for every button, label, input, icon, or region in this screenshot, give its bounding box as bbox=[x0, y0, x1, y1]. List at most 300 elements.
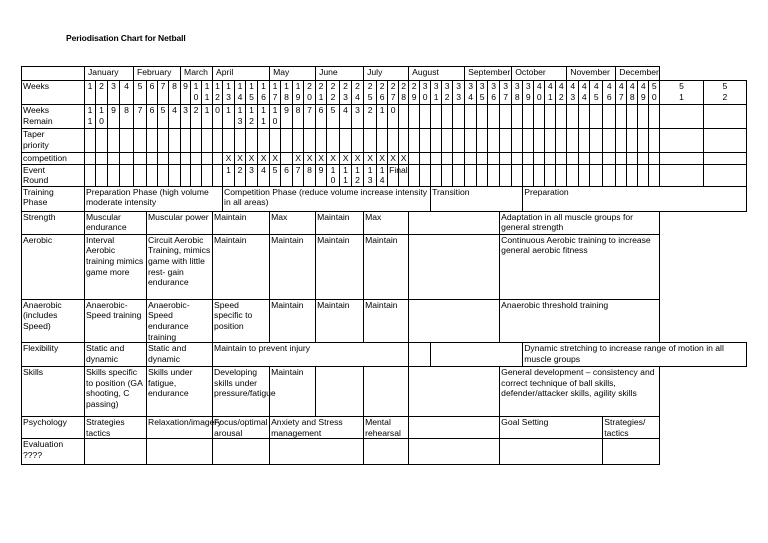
taper-cell bbox=[364, 129, 377, 153]
event-round-cell bbox=[512, 164, 523, 186]
weeks-remain-cell bbox=[453, 105, 465, 129]
weeks-remain-cell: 1 1 bbox=[85, 105, 96, 129]
competition-mark-cell bbox=[213, 153, 223, 165]
taper-cell bbox=[534, 129, 545, 153]
taper-cell bbox=[213, 129, 223, 153]
strength-f: Max bbox=[364, 211, 409, 234]
week-number-cell: 3 4 bbox=[465, 81, 477, 105]
weeks-remain-cell: 3 bbox=[181, 105, 191, 129]
taper-cell bbox=[556, 129, 567, 153]
competition-mark-cell bbox=[616, 153, 627, 165]
competition-mark-cell bbox=[202, 153, 213, 165]
anaerobic-f: Maintain bbox=[364, 299, 409, 342]
aerobic-d: Maintain bbox=[270, 234, 316, 299]
psychology-d: Anxiety and Stress management bbox=[270, 417, 364, 439]
taper-cell bbox=[388, 129, 399, 153]
month-header-september: September bbox=[465, 67, 512, 81]
flexibility-blank bbox=[431, 343, 523, 367]
taper-cell bbox=[120, 129, 134, 153]
table-row bbox=[22, 81, 747, 105]
skills-b: Skills under fatigue, endurance bbox=[147, 367, 213, 417]
competition-mark-cell bbox=[579, 153, 590, 165]
competition-mark-cell bbox=[512, 153, 523, 165]
event-round-cell bbox=[147, 164, 158, 186]
event-round-cell: Final bbox=[388, 164, 399, 186]
taper-cell bbox=[465, 129, 477, 153]
competition-mark-cell bbox=[158, 153, 169, 165]
event-round-cell bbox=[85, 164, 96, 186]
event-round-cell bbox=[158, 164, 169, 186]
event-round-cell: 4 bbox=[258, 164, 270, 186]
week-number-cell: 3 9 bbox=[523, 81, 534, 105]
table-row bbox=[22, 439, 747, 465]
week-number-cell: 2 bbox=[96, 81, 108, 105]
event-round-cell bbox=[638, 164, 649, 186]
weeks-remain-cell: 1 bbox=[377, 105, 388, 129]
table-row bbox=[22, 153, 747, 165]
event-round-cell bbox=[545, 164, 556, 186]
weeks-remain-cell: 8 bbox=[293, 105, 304, 129]
taper-cell bbox=[627, 129, 638, 153]
week-number-cell: 4 3 bbox=[567, 81, 579, 105]
table-row bbox=[22, 299, 747, 342]
competition-mark-cell bbox=[420, 153, 431, 165]
event-round-cell bbox=[96, 164, 108, 186]
competition-mark-cell: X bbox=[235, 153, 246, 165]
event-round-cell: 7 bbox=[293, 164, 304, 186]
taper-cell bbox=[703, 129, 746, 153]
weeks-remain-cell: 8 bbox=[120, 105, 134, 129]
week-number-cell: 2 8 bbox=[399, 81, 409, 105]
week-number-cell: 2 5 bbox=[364, 81, 377, 105]
weeks-remain-cell bbox=[627, 105, 638, 129]
phase-transition: Transition bbox=[431, 186, 523, 211]
taper-cell bbox=[108, 129, 120, 153]
table-row bbox=[22, 105, 747, 129]
taper-cell bbox=[409, 129, 420, 153]
event-round-cell bbox=[191, 164, 202, 186]
taper-cell bbox=[281, 129, 293, 153]
weeks-remain-cell: 5 bbox=[158, 105, 169, 129]
week-number-cell: 3 2 bbox=[442, 81, 453, 105]
weeks-remain-cell bbox=[500, 105, 512, 129]
competition-mark-cell bbox=[281, 153, 293, 165]
taper-cell bbox=[420, 129, 431, 153]
weeks-remain-cell bbox=[512, 105, 523, 129]
anaerobic-e: Maintain bbox=[316, 299, 364, 342]
event-round-cell: 1 1 bbox=[340, 164, 352, 186]
weeks-remain-cell: 7 bbox=[134, 105, 147, 129]
week-number-cell: 3 7 bbox=[500, 81, 512, 105]
weeks-remain-cell: 3 bbox=[352, 105, 364, 129]
week-number-cell: 2 0 bbox=[304, 81, 316, 105]
strength-c: Maintain bbox=[213, 211, 270, 234]
month-header-june: June bbox=[316, 67, 364, 81]
weeks-remain-cell bbox=[534, 105, 545, 129]
event-round-cell bbox=[703, 164, 746, 186]
week-number-cell: 1 2 bbox=[213, 81, 223, 105]
competition-mark-cell bbox=[134, 153, 147, 165]
row-label-event-round: Event Round bbox=[22, 164, 85, 186]
weeks-remain-cell bbox=[616, 105, 627, 129]
weeks-remain-cell bbox=[523, 105, 534, 129]
week-number-cell: 2 9 bbox=[409, 81, 420, 105]
competition-mark-cell bbox=[627, 153, 638, 165]
taper-cell bbox=[579, 129, 590, 153]
weeks-remain-cell: 0 bbox=[213, 105, 223, 129]
taper-cell bbox=[442, 129, 453, 153]
week-number-cell: 4 8 bbox=[627, 81, 638, 105]
table-row bbox=[22, 186, 747, 211]
taper-cell bbox=[235, 129, 246, 153]
taper-cell bbox=[223, 129, 235, 153]
week-number-cell: 3 0 bbox=[420, 81, 431, 105]
week-number-cell: 2 7 bbox=[388, 81, 399, 105]
psychology-e: Mental rehearsal bbox=[364, 417, 409, 439]
evaluation-blank bbox=[213, 439, 270, 465]
week-number-cell: 1 7 bbox=[270, 81, 281, 105]
week-number-cell: 2 3 bbox=[340, 81, 352, 105]
flexibility-a: Static and dynamic bbox=[85, 343, 147, 367]
taper-cell bbox=[340, 129, 352, 153]
aerobic-b: Circuit Aerobic Training, mimics game with little rest- gain endurance bbox=[147, 234, 213, 299]
month-header-july: July bbox=[364, 67, 409, 81]
weeks-remain-cell bbox=[603, 105, 616, 129]
taper-cell bbox=[134, 129, 147, 153]
weeks-remain-cell: 4 bbox=[169, 105, 181, 129]
month-header-january: January bbox=[85, 67, 134, 81]
event-round-cell bbox=[213, 164, 223, 186]
event-round-cell bbox=[500, 164, 512, 186]
row-label-weeks-remain: Weeks Remain bbox=[22, 105, 85, 129]
competition-mark-cell bbox=[120, 153, 134, 165]
taper-cell bbox=[304, 129, 316, 153]
event-round-cell bbox=[660, 164, 703, 186]
weeks-remain-cell: 1 3 bbox=[235, 105, 246, 129]
week-number-cell: 5 2 bbox=[703, 81, 746, 105]
phase-prep1: Preparation Phase (high volume moderate intensity bbox=[85, 186, 223, 211]
competition-mark-cell: X bbox=[340, 153, 352, 165]
week-number-cell: 4 6 bbox=[603, 81, 616, 105]
taper-cell bbox=[453, 129, 465, 153]
weeks-remain-cell: 1 1 bbox=[258, 105, 270, 129]
weeks-remain-cell: 0 bbox=[388, 105, 399, 129]
skills-blank bbox=[409, 367, 500, 417]
psychology-c: Focus/optimal arousal bbox=[213, 417, 270, 439]
weeks-remain-cell: 1 bbox=[223, 105, 235, 129]
event-round-cell bbox=[534, 164, 545, 186]
competition-mark-cell: X bbox=[316, 153, 327, 165]
weeks-remain-cell bbox=[556, 105, 567, 129]
weeks-remain-cell: 1 0 bbox=[270, 105, 281, 129]
anaerobic-g: Anaerobic threshold training bbox=[500, 299, 660, 342]
event-round-cell bbox=[409, 164, 420, 186]
competition-mark-cell: X bbox=[270, 153, 281, 165]
week-number-cell: 4 7 bbox=[616, 81, 627, 105]
week-number-cell: 5 0 bbox=[649, 81, 660, 105]
competition-mark-cell: X bbox=[399, 153, 409, 165]
taper-cell bbox=[85, 129, 96, 153]
taper-cell bbox=[545, 129, 556, 153]
event-round-cell: 6 bbox=[281, 164, 293, 186]
competition-mark-cell: X bbox=[352, 153, 364, 165]
weeks-remain-cell: 2 bbox=[191, 105, 202, 129]
event-round-cell bbox=[431, 164, 442, 186]
competition-mark-cell bbox=[465, 153, 477, 165]
weeks-remain-cell bbox=[703, 105, 746, 129]
strength-a: Muscular endurance bbox=[85, 211, 147, 234]
event-round-cell: 1 3 bbox=[364, 164, 377, 186]
skills-a: Skills specific to position (GA shooting, C passing) bbox=[85, 367, 147, 417]
week-number-cell: 1 bbox=[85, 81, 96, 105]
week-number-cell: 1 0 bbox=[191, 81, 202, 105]
phase-prep2: Preparation bbox=[523, 186, 747, 211]
weeks-remain-cell bbox=[590, 105, 603, 129]
event-round-cell: 3 bbox=[246, 164, 258, 186]
event-round-cell: 1 bbox=[223, 164, 235, 186]
taper-cell bbox=[352, 129, 364, 153]
weeks-remain-cell bbox=[477, 105, 488, 129]
competition-mark-cell bbox=[567, 153, 579, 165]
week-number-cell: 4 0 bbox=[534, 81, 545, 105]
flexibility-g: Dynamic stretching to increase range of motion in all muscle groups bbox=[523, 343, 747, 367]
aerobic-blank bbox=[409, 234, 500, 299]
competition-mark-cell: X bbox=[388, 153, 399, 165]
competition-mark-cell bbox=[453, 153, 465, 165]
month-header-august: August bbox=[409, 67, 465, 81]
taper-cell bbox=[603, 129, 616, 153]
taper-cell bbox=[316, 129, 327, 153]
weeks-remain-cell bbox=[420, 105, 431, 129]
weeks-remain-cell: 1 0 bbox=[96, 105, 108, 129]
competition-mark-cell bbox=[703, 153, 746, 165]
evaluation-blank bbox=[603, 439, 660, 465]
week-number-cell: 7 bbox=[158, 81, 169, 105]
strength-e: Maintain bbox=[316, 211, 364, 234]
weeks-remain-cell bbox=[649, 105, 660, 129]
taper-cell bbox=[258, 129, 270, 153]
event-round-cell bbox=[134, 164, 147, 186]
competition-mark-cell: X bbox=[304, 153, 316, 165]
taper-cell bbox=[567, 129, 579, 153]
skills-blank bbox=[316, 367, 364, 417]
competition-mark-cell bbox=[603, 153, 616, 165]
row-label-weeks: Weeks bbox=[22, 81, 85, 105]
psychology-b: Relaxation/imagery bbox=[147, 417, 213, 439]
competition-mark-cell bbox=[590, 153, 603, 165]
competition-mark-cell bbox=[108, 153, 120, 165]
competition-mark-cell bbox=[169, 153, 181, 165]
strength-d: Max bbox=[270, 211, 316, 234]
anaerobic-b: Anaerobic- Speed endurance training bbox=[147, 299, 213, 342]
event-round-cell bbox=[627, 164, 638, 186]
competition-mark-cell bbox=[409, 153, 420, 165]
weeks-remain-cell bbox=[431, 105, 442, 129]
competition-mark-cell: X bbox=[246, 153, 258, 165]
competition-mark-cell bbox=[147, 153, 158, 165]
weeks-remain-cell bbox=[567, 105, 579, 129]
week-number-cell: 3 6 bbox=[488, 81, 500, 105]
row-label-aerobic: Aerobic bbox=[22, 234, 85, 299]
event-round-cell bbox=[108, 164, 120, 186]
weeks-remain-cell: 6 bbox=[316, 105, 327, 129]
skills-g: General development – consistency and correct technique of ball skills, defender/attacker skills, agility skills bbox=[500, 367, 660, 417]
table-row bbox=[22, 211, 747, 234]
event-round-cell bbox=[567, 164, 579, 186]
week-number-cell: 3 5 bbox=[477, 81, 488, 105]
competition-mark-cell: X bbox=[327, 153, 340, 165]
competition-mark-cell bbox=[431, 153, 442, 165]
flexibility-c: Maintain to prevent injury bbox=[213, 343, 409, 367]
row-label-evaluation: Evaluation ???? bbox=[22, 439, 85, 465]
evaluation-blank bbox=[270, 439, 364, 465]
weeks-remain-cell: 6 bbox=[147, 105, 158, 129]
weeks-remain-cell bbox=[638, 105, 649, 129]
month-header-october: October bbox=[512, 67, 567, 81]
anaerobic-blank bbox=[409, 299, 500, 342]
week-number-cell: 3 3 bbox=[453, 81, 465, 105]
competition-mark-cell bbox=[191, 153, 202, 165]
taper-cell bbox=[377, 129, 388, 153]
skills-blank bbox=[364, 367, 409, 417]
taper-cell bbox=[246, 129, 258, 153]
weeks-remain-cell bbox=[660, 105, 703, 129]
month-header-december: December bbox=[616, 67, 660, 81]
event-round-cell bbox=[523, 164, 534, 186]
taper-cell bbox=[169, 129, 181, 153]
row-label-training-phase: Training Phase bbox=[22, 186, 85, 211]
weeks-remain-cell bbox=[579, 105, 590, 129]
event-round-cell: 1 2 bbox=[352, 164, 364, 186]
taper-cell bbox=[431, 129, 442, 153]
table-row bbox=[22, 164, 747, 186]
weeks-remain-cell bbox=[545, 105, 556, 129]
taper-cell bbox=[293, 129, 304, 153]
anaerobic-a: Anaerobic- Speed training bbox=[85, 299, 147, 342]
event-round-cell bbox=[556, 164, 567, 186]
week-number-cell: 5 1 bbox=[660, 81, 703, 105]
weeks-remain-cell: 7 bbox=[304, 105, 316, 129]
week-number-cell: 4 bbox=[120, 81, 134, 105]
event-round-cell: 1 0 bbox=[327, 164, 340, 186]
taper-cell bbox=[523, 129, 534, 153]
page-title: Periodisation Chart for Netball bbox=[66, 33, 186, 43]
month-header-february: February bbox=[134, 67, 181, 81]
table-row bbox=[22, 367, 747, 417]
taper-cell bbox=[488, 129, 500, 153]
week-number-cell: 8 bbox=[169, 81, 181, 105]
competition-mark-cell bbox=[556, 153, 567, 165]
taper-cell bbox=[327, 129, 340, 153]
event-round-cell bbox=[590, 164, 603, 186]
phase-comp: Competition Phase (reduce volume increase intensity in all areas) bbox=[223, 186, 431, 211]
month-header-november: November bbox=[567, 67, 616, 81]
periodisation-table bbox=[21, 66, 747, 465]
weeks-remain-cell bbox=[442, 105, 453, 129]
month-header-march: March bbox=[181, 67, 213, 81]
taper-cell bbox=[96, 129, 108, 153]
taper-cell bbox=[649, 129, 660, 153]
row-label-skills: Skills bbox=[22, 367, 85, 417]
taper-cell bbox=[590, 129, 603, 153]
competition-mark-cell: X bbox=[223, 153, 235, 165]
competition-mark-cell bbox=[181, 153, 191, 165]
week-number-cell: 2 4 bbox=[352, 81, 364, 105]
weeks-remain-cell bbox=[488, 105, 500, 129]
week-number-cell: 1 3 bbox=[223, 81, 235, 105]
skills-d: Maintain bbox=[270, 367, 316, 417]
taper-cell bbox=[500, 129, 512, 153]
weeks-remain-cell: 9 bbox=[281, 105, 293, 129]
taper-cell bbox=[181, 129, 191, 153]
competition-mark-cell bbox=[638, 153, 649, 165]
week-number-cell: 3 8 bbox=[512, 81, 523, 105]
table-row bbox=[22, 129, 747, 153]
event-round-cell bbox=[181, 164, 191, 186]
weeks-remain-cell bbox=[465, 105, 477, 129]
event-round-cell bbox=[442, 164, 453, 186]
strength-b: Muscular power bbox=[147, 211, 213, 234]
row-label-competition: competition bbox=[22, 153, 85, 165]
week-number-cell: 1 6 bbox=[258, 81, 270, 105]
taper-cell bbox=[270, 129, 281, 153]
event-round-cell bbox=[603, 164, 616, 186]
event-round-cell: 8 bbox=[304, 164, 316, 186]
event-round-cell bbox=[579, 164, 590, 186]
evaluation-blank bbox=[500, 439, 603, 465]
week-number-cell: 5 bbox=[134, 81, 147, 105]
row-label-psychology: Psychology bbox=[22, 417, 85, 439]
corner-cell bbox=[22, 67, 85, 81]
weeks-remain-cell bbox=[409, 105, 420, 129]
week-number-cell: 1 8 bbox=[281, 81, 293, 105]
week-number-cell: 1 9 bbox=[293, 81, 304, 105]
event-round-cell: 9 bbox=[316, 164, 327, 186]
flexibility-b: Static and dynamic bbox=[147, 343, 213, 367]
week-number-cell: 9 bbox=[181, 81, 191, 105]
evaluation-blank bbox=[85, 439, 147, 465]
event-round-cell bbox=[616, 164, 627, 186]
competition-mark-cell bbox=[500, 153, 512, 165]
aerobic-g: Continuous Aerobic training to increase general aerobic fitness bbox=[500, 234, 660, 299]
event-round-cell: 5 bbox=[270, 164, 281, 186]
weeks-remain-cell: 9 bbox=[108, 105, 120, 129]
taper-cell bbox=[191, 129, 202, 153]
month-header-april: April bbox=[213, 67, 270, 81]
row-label-anaerobic: Anaerobic (includes Speed) bbox=[22, 299, 85, 342]
month-header-may: May bbox=[270, 67, 316, 81]
week-number-cell: 2 1 bbox=[316, 81, 327, 105]
taper-cell bbox=[202, 129, 213, 153]
event-round-cell bbox=[120, 164, 134, 186]
aerobic-c: Maintain bbox=[213, 234, 270, 299]
event-round-cell bbox=[649, 164, 660, 186]
psychology-a: Strategies tactics bbox=[85, 417, 147, 439]
table-row bbox=[22, 67, 747, 81]
week-number-cell: 4 2 bbox=[556, 81, 567, 105]
weeks-remain-cell: 5 bbox=[327, 105, 340, 129]
psychology-f: Goal Setting bbox=[500, 417, 603, 439]
evaluation-blank bbox=[147, 439, 213, 465]
event-round-cell bbox=[202, 164, 213, 186]
event-round-cell: 2 bbox=[235, 164, 246, 186]
weeks-remain-cell bbox=[399, 105, 409, 129]
competition-mark-cell bbox=[85, 153, 96, 165]
week-number-cell: 4 9 bbox=[638, 81, 649, 105]
psychology-g: Strategies/ tactics bbox=[603, 417, 660, 439]
row-label-strength: Strength bbox=[22, 211, 85, 234]
weeks-remain-cell: 1 bbox=[202, 105, 213, 129]
